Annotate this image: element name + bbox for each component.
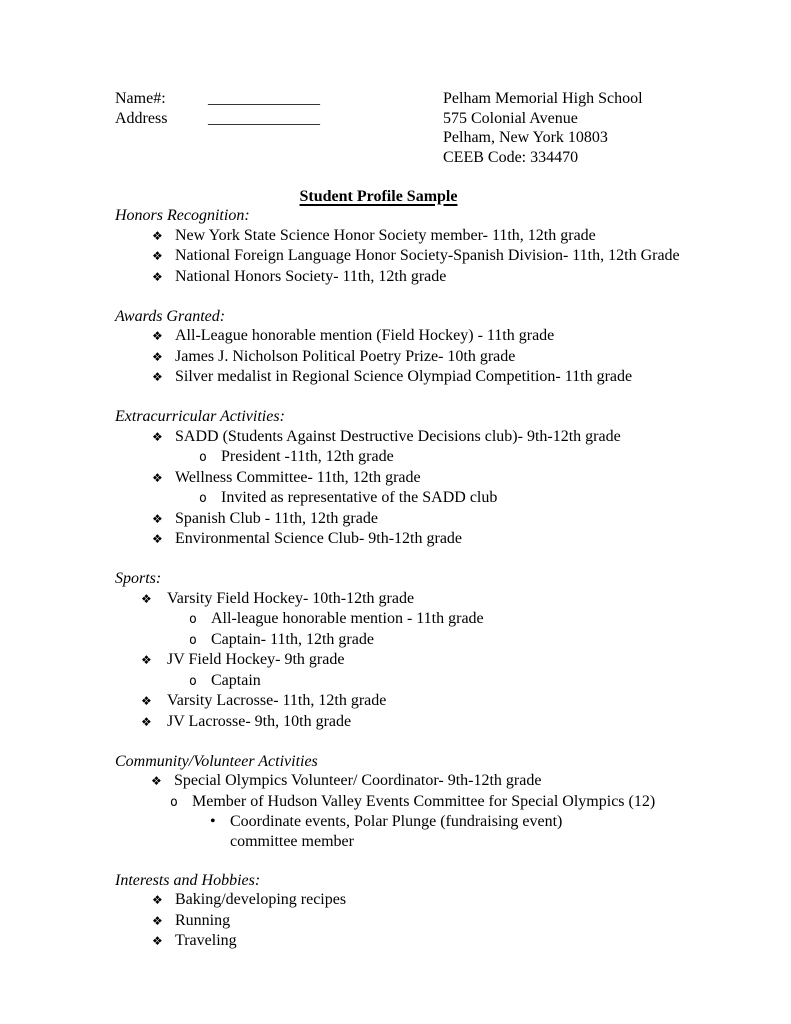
list-item [115, 712, 791, 733]
list-item [115, 226, 791, 247]
name-blank-line: ______________ [208, 90, 320, 107]
list-item [115, 367, 791, 388]
diamond-bullet-icon: ❖ [141, 694, 152, 708]
list-item-text: Special Olympics Volunteer/ Coordinator- 9th-12th grade [174, 772, 542, 789]
diamond-bullet-icon: ❖ [141, 591, 152, 606]
list-item [115, 468, 791, 489]
list-item-text: Invited as representative of the SADD club [221, 489, 498, 506]
section-community [115, 752, 791, 852]
list-item [115, 447, 791, 468]
list-item-text: Environmental Science Club- 9th-12th grade [175, 530, 463, 547]
address-field-label: Address [115, 109, 168, 127]
circle-bullet-icon: o [189, 612, 197, 627]
circle-bullet-icon: o [189, 673, 197, 689]
list-item [115, 488, 791, 509]
diamond-bullet-icon: ❖ [152, 349, 163, 364]
diamond-bullet-icon: ❖ [152, 913, 163, 928]
list-item-text: James J. Nicholson Political Poetry Prize- 10th grade [175, 347, 516, 365]
list-item-text: Wellness Committee- 11th, 12th grade [175, 468, 421, 486]
list-item [115, 326, 791, 347]
list-item-text: New York State Science Honor Society member- 11th, 12th grade [175, 226, 596, 244]
list-item-text: JV Lacrosse- 9th, 10th grade [167, 712, 352, 730]
list-item [115, 771, 791, 792]
list-item-text: Spanish Club - 11th, 12th grade [175, 509, 378, 527]
dot-bullet-icon: • [210, 813, 216, 830]
document-header [115, 89, 791, 167]
address-field-row [115, 109, 443, 129]
circle-bullet-icon: o [199, 450, 207, 465]
diamond-bullet-icon: ❖ [151, 774, 162, 788]
address-blank-line: ______________ [208, 109, 320, 127]
diamond-bullet-icon: ❖ [152, 934, 163, 948]
section-interests [115, 871, 791, 952]
name-field-row [115, 89, 443, 109]
section-heading: Interests and Hobbies: [115, 871, 261, 889]
list-item-text: Traveling [175, 932, 237, 949]
list-item [115, 890, 791, 911]
list-item [115, 427, 791, 448]
list-item [115, 609, 791, 630]
list-item [115, 691, 791, 712]
circle-bullet-icon: o [189, 632, 197, 648]
list-item-text: President -11th, 12th grade [221, 448, 394, 465]
list-item-text: Captain [211, 671, 261, 689]
list-item-text: Captain- 11th, 12th grade [211, 630, 374, 648]
section-heading: Community/Volunteer Activities [115, 752, 318, 770]
diamond-bullet-icon: ❖ [152, 893, 163, 907]
school-name: Pelham Memorial High School [443, 90, 643, 107]
list-item-text: Varsity Field Hockey- 10th-12th grade [167, 589, 415, 607]
list-item [115, 267, 791, 288]
section-sports [115, 569, 791, 732]
list-item [115, 671, 791, 692]
list-item-text: JV Field Hockey- 9th grade [167, 651, 345, 668]
list-item [115, 931, 791, 952]
diamond-bullet-icon: ❖ [152, 329, 163, 343]
list-item-text: SADD (Students Against Destructive Decisions club)- 9th-12th grade [175, 427, 621, 445]
section-heading: Extracurricular Activities: [115, 408, 285, 425]
list-item [115, 911, 791, 932]
diamond-bullet-icon: ❖ [141, 653, 152, 667]
document-content [115, 89, 791, 952]
list-item [115, 650, 791, 671]
list-item [115, 529, 791, 550]
list-item [115, 630, 791, 651]
student-fields [115, 89, 443, 167]
school-street: 575 Colonial Avenue [443, 109, 578, 127]
section-heading: Sports: [115, 570, 162, 587]
list-item [115, 589, 791, 610]
section-extracurricular [115, 407, 791, 550]
list-item [115, 509, 791, 530]
diamond-bullet-icon: ❖ [152, 249, 163, 263]
list-item-text: Running [175, 911, 231, 929]
diamond-bullet-icon: ❖ [152, 269, 163, 284]
list-item [115, 246, 791, 267]
list-item-text: Silver medalist in Regional Science Olympiad Competition- 11th grade [175, 368, 633, 385]
diamond-bullet-icon: ❖ [152, 228, 163, 243]
list-item [115, 792, 791, 813]
sections [115, 206, 791, 952]
section-heading: Honors Recognition: [115, 207, 250, 224]
list-item-text: Baking/developing recipes [175, 891, 347, 908]
diamond-bullet-icon: ❖ [152, 429, 163, 444]
diamond-bullet-icon: ❖ [152, 470, 163, 485]
diamond-bullet-icon: ❖ [152, 532, 163, 546]
list-item-text: All-league honorable mention - 11th grade [211, 610, 484, 627]
school-ceeb-code: CEEB Code: 334470 [443, 148, 579, 166]
section-heading: Awards Granted: [115, 307, 226, 325]
list-item-text: Varsity Lacrosse- 11th, 12th grade [167, 692, 387, 709]
circle-bullet-icon: o [199, 491, 207, 506]
list-item-text: Member of Hudson Valley Events Committee for Special Olympics (12) [192, 792, 656, 810]
page-title: Student Profile Sample [299, 187, 458, 205]
list-item [115, 347, 791, 368]
diamond-bullet-icon: ❖ [141, 714, 152, 729]
diamond-bullet-icon: ❖ [152, 370, 163, 384]
list-item-text: National Honors Society- 11th, 12th grade [175, 267, 447, 285]
list-item [115, 812, 791, 851]
name-field-label: Name#: [115, 90, 166, 107]
school-address-block [443, 89, 643, 167]
school-city: Pelham, New York 10803 [443, 129, 608, 146]
circle-bullet-icon: o [170, 794, 178, 810]
list-item-text: All-League honorable mention (Field Hockey) - 11th grade [175, 327, 555, 344]
list-item-text: Coordinate events, Polar Plunge (fundraising event) committee member [230, 813, 563, 850]
list-item-text: National Foreign Language Honor Society-Spanish Division- 11th, 12th Grade [175, 247, 680, 264]
section-awards [115, 307, 791, 388]
diamond-bullet-icon: ❖ [152, 511, 163, 526]
section-honors [115, 206, 791, 287]
